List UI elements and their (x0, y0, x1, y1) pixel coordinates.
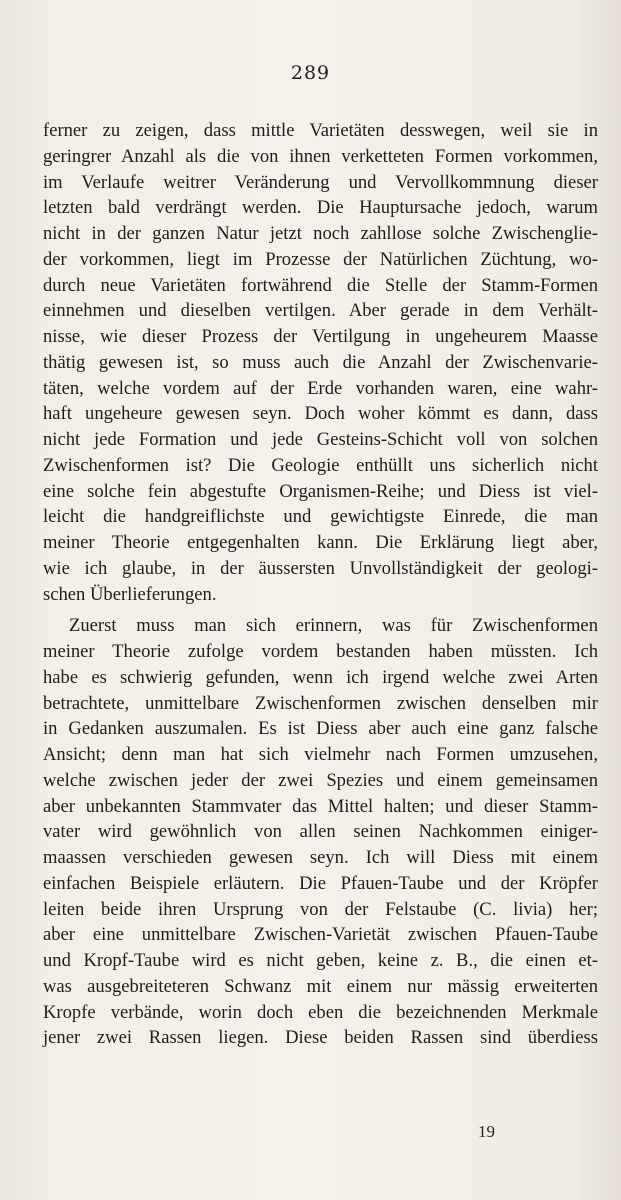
text-line: letzten bald verdrängt werden. Die Hauptursache jedoch, warum (43, 197, 598, 219)
text-line: nisse, wie dieser Prozess der Vertilgung in ungeheurem Maasse (43, 326, 598, 347)
text-line: Zwischenformen ist? Die Geologie enthüllt uns sicherlich nicht (43, 454, 598, 476)
body-text (43, 118, 598, 1051)
text-line: leicht die handgreiflichste und gewichtigste Einrede, die man (43, 506, 598, 528)
text-line: geringrer Anzahl als die von ihnen verketteten Formen vorkommen, (43, 145, 598, 167)
text-line: einfachen Beispiele erläutern. Die Pfauen-Taube und der Kröpfer (43, 872, 598, 894)
text-line: haft ungeheure gewesen seyn. Doch woher kömmt es dann, dass (43, 403, 598, 425)
text-line: welche zwischen jeder der zwei Spezies und einem gemeinsamen (43, 769, 598, 791)
text-line: nicht jede Formation und jede Gesteins-Schicht voll von solchen (43, 429, 598, 450)
text-line: Kropfe verbände, worin doch eben die bezeichnenden Merkmale (43, 1001, 598, 1023)
text-line: aber unbekannten Stammvater das Mittel halten; und dieser Stamm- (43, 795, 598, 817)
text-line: nicht in der ganzen Natur jetzt noch zahllose solche Zwischenglie- (43, 223, 598, 244)
text-line: jener zwei Rassen liegen. Diese beiden Rassen sind überdiess (43, 1027, 598, 1049)
text-line: meiner Theorie zufolge vordem bestanden haben müssten. Ich (43, 641, 598, 662)
text-line: täten, welche vordem auf der Erde vorhanden waren, eine wahr- (43, 377, 598, 399)
paragraph-1 (43, 118, 598, 607)
text-line: der vorkommen, liegt im Prozesse der Natürlichen Züchtung, wo- (43, 248, 598, 270)
page-number: 289 (290, 62, 331, 84)
text-line: und Kropf-Taube wird es nicht geben, keine z. B., die einen et- (43, 950, 598, 971)
text-line: ferner zu zeigen, dass mittle Varietäten desswegen, weil sie in (43, 120, 598, 141)
text-line: in Gedanken auszumalen. Es ist Diess aber auch eine ganz falsche (43, 718, 598, 740)
text-line: meiner Theorie entgegenhalten kann. Die Erklärung liegt aber, (43, 532, 598, 553)
text-line: schen Überlieferungen. (43, 583, 217, 605)
text-line: betrachtete, unmittelbare Zwischenformen zwischen denselben mir (43, 692, 598, 714)
text-line: durch neue Varietäten fortwährend die Stelle der Stamm-Formen (43, 274, 598, 296)
text-line: thätig gewesen ist, so muss auch die Anzahl der Zwischenvarie- (43, 351, 598, 373)
signature-mark: 19 (478, 1122, 495, 1141)
text-line: im Verlaufe weitrer Veränderung und Vervollkommnung dieser (43, 171, 598, 193)
text-line: eine solche fein abgestufte Organismen-Reihe; und Diess ist viel- (43, 480, 598, 502)
text-line: aber eine unmittelbare Zwischen-Varietät zwischen Pfauen-Taube (43, 924, 598, 946)
text-line: maassen verschieden gewesen seyn. Ich will Diess mit einem (43, 847, 598, 868)
text-line: habe es schwierig gefunden, wenn ich irgend welche zwei Arten (43, 666, 598, 688)
text-line: Zuerst muss man sich erinnern, was für Zwischenformen (69, 615, 598, 637)
text-line: wie ich glaube, in der äussersten Unvollständigkeit der geologi- (43, 557, 598, 579)
paragraph-2 (43, 613, 598, 1051)
text-line: vater wird gewöhnlich von allen seinen Nachkommen einiger- (43, 821, 598, 843)
text-line: einnehmen und dieselben vertilgen. Aber gerade in dem Verhält- (43, 300, 598, 322)
text-line: leiten beide ihren Ursprung von der Felstaube (C. livia) her; (43, 898, 598, 920)
text-line: Ansicht; denn man hat sich vielmehr nach Formen umzusehen, (43, 744, 598, 765)
text-line: was ausgebreiteteren Schwanz mit einem nur mässig erweiterten (43, 975, 598, 997)
